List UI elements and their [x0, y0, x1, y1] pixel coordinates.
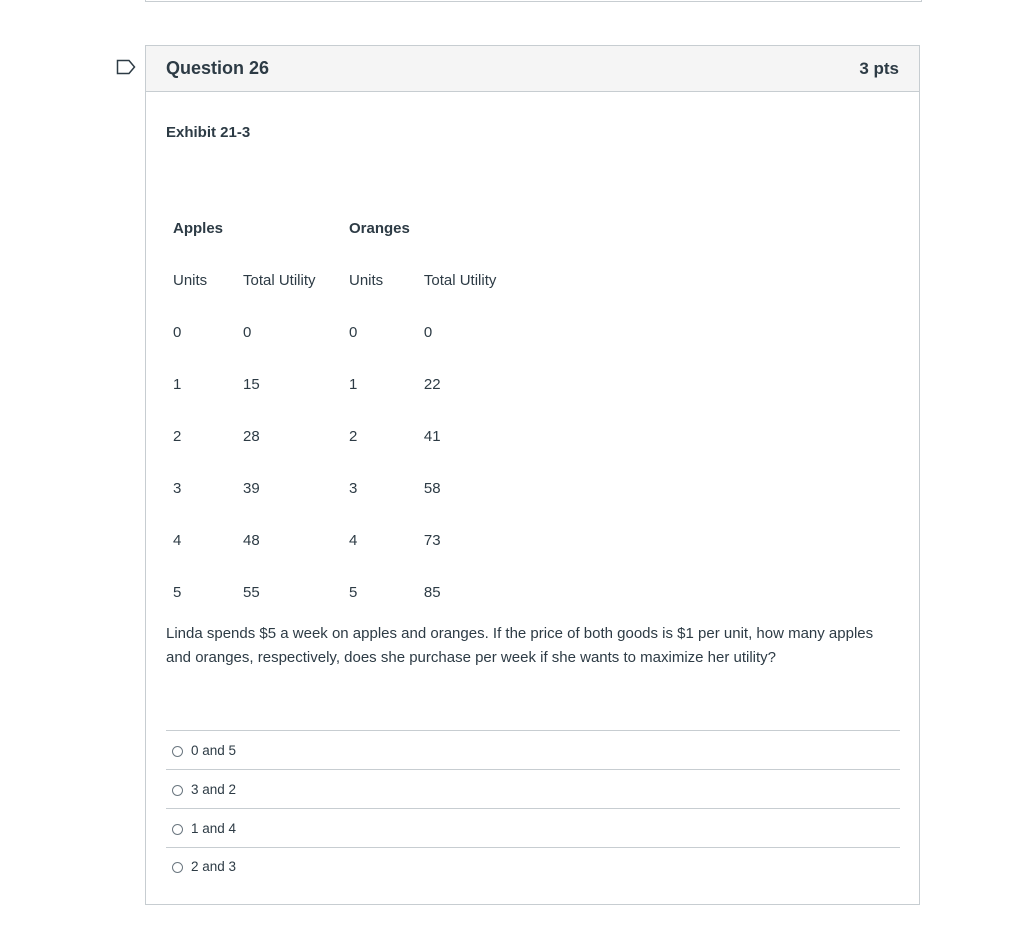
table-cell: 0	[173, 323, 182, 341]
table-cell: 55	[243, 583, 260, 601]
utility-table	[166, 202, 521, 618]
question-title: Question 26	[166, 58, 270, 78]
table-group-header	[417, 202, 521, 254]
table-cell: 85	[423, 583, 441, 601]
table-cell: 5	[173, 583, 182, 601]
table-group-header: Oranges	[349, 219, 410, 237]
table-cell: 22	[423, 375, 441, 393]
answer-label: 2 and 3	[191, 859, 237, 874]
table-cell: 0	[349, 323, 358, 341]
table-cell: 0	[423, 323, 433, 341]
answer-option[interactable]	[166, 808, 900, 847]
exhibit-title: Exhibit 21-3	[166, 124, 251, 141]
table-cell: 1	[173, 375, 182, 393]
answer-list	[166, 730, 900, 885]
table-column-header-row	[166, 254, 521, 306]
table-row	[166, 566, 521, 618]
table-cell: 0	[243, 323, 252, 341]
radio-icon[interactable]	[172, 746, 183, 757]
table-column-header: Total Utility	[423, 271, 497, 289]
question-points: 3 pts	[859, 58, 899, 78]
answer-option[interactable]	[166, 847, 900, 885]
answer-option[interactable]	[166, 730, 900, 769]
table-column-header: Total Utility	[243, 271, 316, 289]
table-cell: 3	[349, 479, 358, 497]
table-group-header	[236, 202, 342, 254]
flag-question-icon[interactable]	[116, 59, 136, 75]
answer-label: 0 and 5	[191, 742, 237, 758]
question-body	[146, 92, 919, 904]
table-cell: 39	[243, 479, 260, 497]
table-group-header: Apples	[173, 219, 224, 237]
table-cell: 28	[243, 427, 260, 445]
table-cell: 3	[173, 479, 182, 497]
radio-icon[interactable]	[172, 824, 183, 835]
table-cell: 2	[349, 427, 358, 445]
table-cell: 4	[349, 531, 358, 549]
answer-label: 3 and 2	[191, 781, 237, 797]
table-cell: 48	[243, 531, 260, 549]
table-cell: 1	[349, 375, 358, 393]
question-card	[145, 45, 920, 905]
table-row	[166, 410, 521, 462]
table-cell: 41	[423, 427, 441, 445]
radio-icon[interactable]	[172, 785, 183, 796]
table-cell: 58	[423, 479, 441, 497]
question-text: Linda spends $5 a week on apples and oranges. If the price of both goods is $1 per unit, how many apples and oranges, respectively, does she purchase per week if she wants to maximize her utility?	[166, 625, 874, 666]
table-row	[166, 358, 521, 410]
table-row	[166, 306, 521, 358]
previous-question-border	[145, 0, 922, 2]
table-cell: 73	[423, 531, 441, 549]
question-header	[146, 46, 919, 92]
table-cell: 2	[173, 427, 182, 445]
table-column-header: Units	[349, 271, 384, 289]
answer-label: 1 and 4	[191, 820, 237, 836]
table-column-header: Units	[173, 271, 208, 289]
table-row	[166, 514, 521, 566]
answer-option[interactable]	[166, 769, 900, 808]
table-row	[166, 462, 521, 514]
table-group-header-row	[166, 202, 521, 254]
radio-icon[interactable]	[172, 862, 183, 873]
table-cell: 4	[173, 531, 182, 549]
table-cell: 15	[243, 375, 260, 393]
table-cell: 5	[349, 583, 358, 601]
